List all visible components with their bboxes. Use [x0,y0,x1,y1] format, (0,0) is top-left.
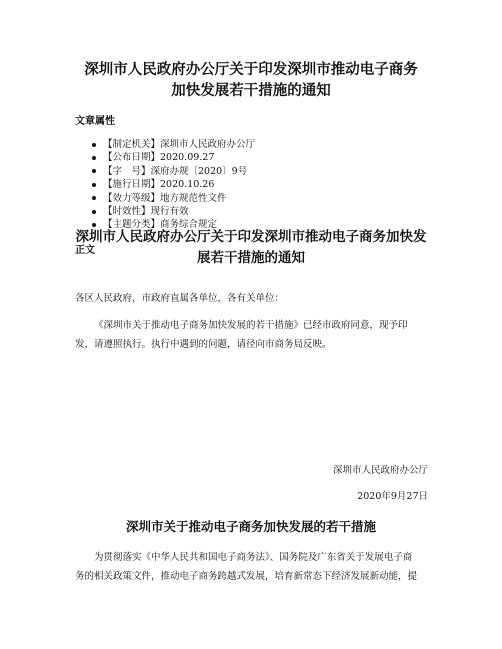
attributes-list [91,138,255,232]
notice-paragraph-line-1: 《深圳市关于推动电子商务加快发展的若干措施》已经市政府同意，现予印 [94,320,408,331]
article-title [40,227,462,269]
attribute-item: 【效力等级】地方规范性文件 [91,192,255,205]
attribute-item: 【制定机关】深圳市人民政府办公厅 [91,138,255,151]
issue-date: 2020年9月27日 [357,491,428,502]
salutation: 各区人民政府，市政府直属各单位，各有关单位： [75,293,285,304]
attribute-item: 【主题分类】商务综合规定 [91,218,255,231]
notice-paragraph-line-2: 发，请遵照执行。执行中遇到的问题，请径向市商务局反映。 [75,339,332,350]
issuer: 深圳市人民政府办公厅 [332,465,428,476]
document-title-line-2: 加快发展若干措施的通知 [171,83,331,99]
document-title [40,60,462,102]
article-title-line-1: 深圳市人民政府办公厅关于印发深圳市推动电子商务加快发 [75,229,427,245]
article-title-line-2: 展若干措施的通知 [197,250,305,266]
measures-paragraph-line-2: 务的相关政策文件，推动电子商务跨越式发展，培育新常态下经济发展新动能，提 [75,571,418,582]
measures-paragraph [75,548,431,586]
measures-title: 深圳市关于推动电子商务加快发展的若干措施 [125,519,376,534]
attribute-item: 【字 号】深府办规〔2020〕9号 [91,165,255,178]
body-heading: 正文 [75,245,95,256]
attribute-item: 【施行日期】2020.10.26 [91,178,255,191]
notice-paragraph [75,316,431,354]
document-title-line-1: 深圳市人民政府办公厅关于印发深圳市推动电子商务 [84,62,418,78]
attributes-heading: 文章属性 [75,116,115,127]
attribute-item: 【公布日期】2020.09.27 [91,151,255,164]
attribute-item: 【时效性】现行有效 [91,205,255,218]
measures-paragraph-line-1: 为贯彻落实《中华人民共和国电子商务法》、国务院及广东省关于发展电子商 [94,552,413,563]
